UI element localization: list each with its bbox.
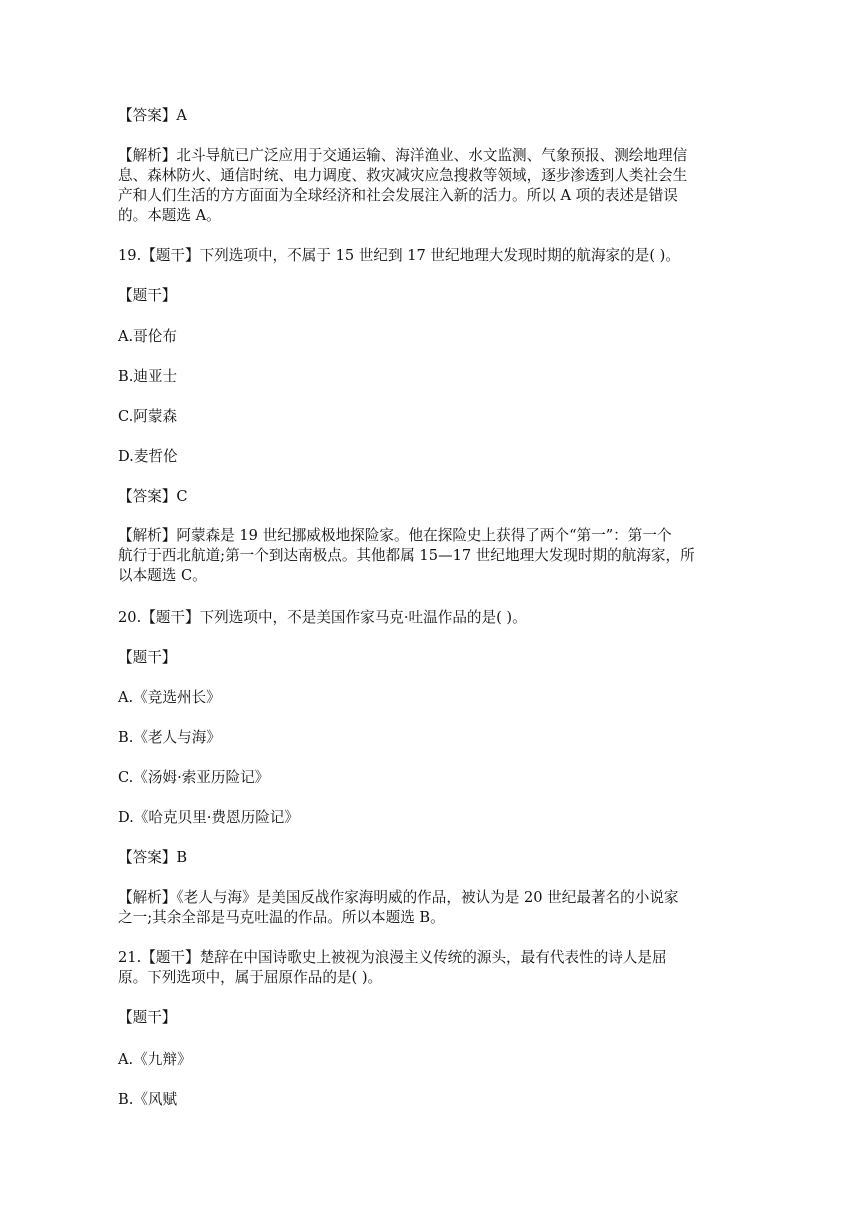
- text-line: 【解析】《老人与海》是美国反战作家海明威的作品，被认为是 20 世纪最著名的小说家: [118, 889, 679, 906]
- text-line: 【题干】: [118, 1009, 177, 1026]
- text-line: B.迪亚士: [118, 368, 178, 385]
- option-20-b: [118, 728, 752, 748]
- text-line: A.哥伦布: [118, 328, 177, 345]
- option-19-d: [118, 447, 752, 467]
- option-20-a: [118, 688, 752, 708]
- analysis-19: [118, 526, 752, 586]
- text-line: A.《竞选州长》: [118, 689, 221, 706]
- text-line: 【答案】B: [118, 849, 188, 866]
- option-20-c: [118, 768, 752, 788]
- analysis-20: [118, 888, 752, 928]
- text-line: 原。下列选项中，属于屈原作品的是( )。: [118, 969, 383, 986]
- answer-18: [118, 106, 752, 126]
- text-line: C.《汤姆·索亚历险记》: [118, 769, 270, 786]
- text-line: B.《老人与海》: [118, 729, 221, 746]
- text-line: B.《风赋: [118, 1091, 178, 1108]
- text-line: 19.【题干】下列选项中，不属于 15 世纪到 17 世纪地理大发现时期的航海家的是( )。: [118, 247, 680, 264]
- text-line: 航行于西北航道;第一个到达南极点。其他都属 15—17 世纪地理大发现时期的航海家，所: [118, 547, 695, 564]
- stem-label-21: [118, 1008, 752, 1028]
- answer-20: [118, 848, 752, 868]
- option-21-b: [118, 1090, 752, 1110]
- text-line: 【解析】北斗导航已广泛应用于交通运输、海洋渔业、水文监测、气象预报、测绘地理信: [118, 147, 688, 164]
- text-line: 的。本题选 A。: [118, 207, 221, 224]
- text-line: D.《哈克贝里·费恩历险记》: [118, 809, 299, 826]
- text-line: C.阿蒙森: [118, 408, 178, 425]
- text-line: 20.【题干】下列选项中，不是美国作家马克·吐温作品的是( )。: [118, 609, 527, 626]
- text-line: D.麦哲伦: [118, 448, 178, 465]
- text-line: A.《九辩》: [118, 1051, 192, 1068]
- text-line: 产和人们生活的方方面面为全球经济和社会发展注入新的活力。所以 A 项的表述是错误: [118, 187, 678, 204]
- question-21: [118, 948, 752, 988]
- answer-19: [118, 487, 752, 507]
- text-line: 【答案】C: [118, 488, 188, 505]
- text-line: 【答案】A: [118, 107, 187, 124]
- option-21-a: [118, 1050, 752, 1070]
- text-line: 之一;其余全部是马克吐温的作品。所以本题选 B。: [118, 909, 445, 926]
- text-line: 以本题选 C。: [118, 567, 207, 584]
- option-19-b: [118, 367, 752, 387]
- option-19-a: [118, 327, 752, 347]
- text-line: 息、森林防火、通信时统、电力调度、救灾减灾应急搜救等领域，逐步渗透到人类社会生: [118, 167, 688, 184]
- option-20-d: [118, 808, 752, 828]
- text-line: 【解析】阿蒙森是 19 世纪挪威极地探险家。他在探险史上获得了两个“第一”：第一个: [118, 527, 672, 544]
- question-19: [118, 246, 752, 266]
- option-19-c: [118, 407, 752, 427]
- stem-label-20: [118, 648, 752, 668]
- text-line: 【题干】: [118, 649, 177, 666]
- text-line: 【题干】: [118, 287, 177, 304]
- question-20: [118, 608, 752, 628]
- stem-label-19: [118, 286, 752, 306]
- text-line: 21.【题干】楚辞在中国诗歌史上被视为浪漫主义传统的源头，最有代表性的诗人是屈: [118, 949, 667, 966]
- analysis-18: [118, 146, 752, 226]
